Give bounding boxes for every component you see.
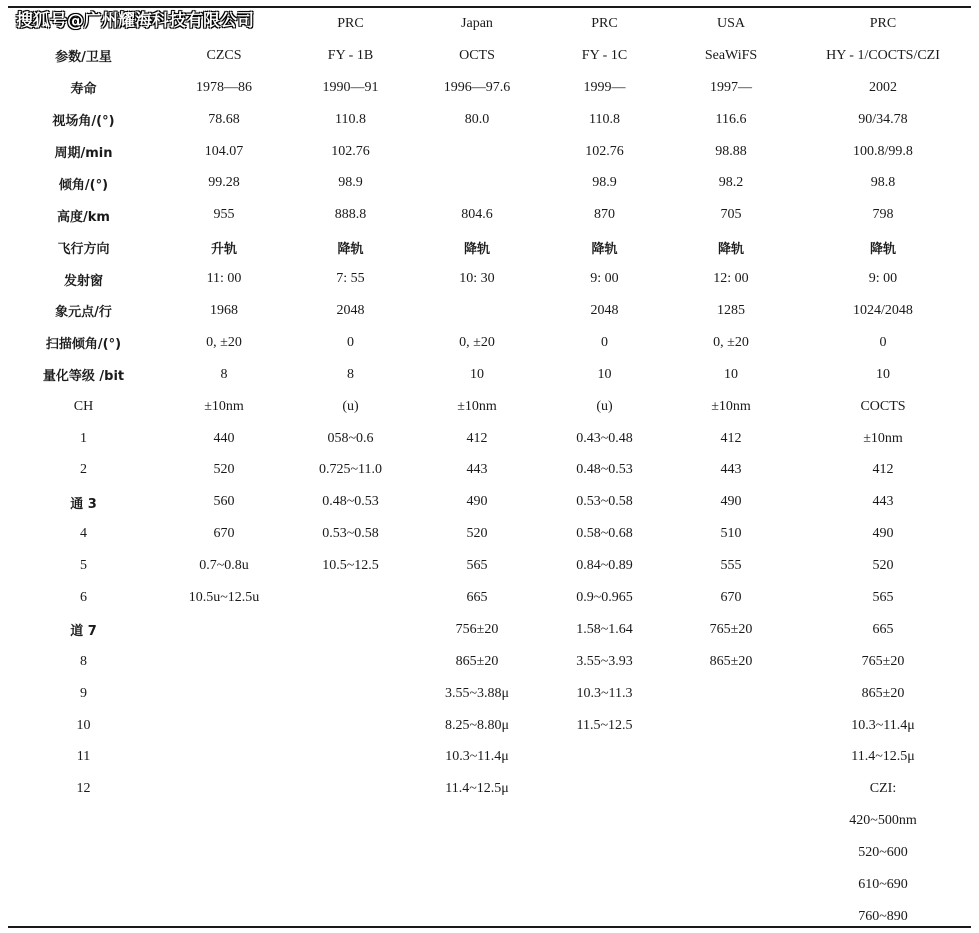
cell: SeaWiFS (704, 47, 758, 63)
table-row (8, 199, 971, 231)
row-label (8, 901, 159, 933)
cell: 490 (720, 494, 742, 510)
cell: 870 (594, 207, 615, 223)
cell: 520 (213, 462, 235, 478)
cell: 610~690 (858, 876, 908, 892)
cell: 100.8/99.8 (853, 143, 913, 159)
cell: 110.8 (335, 111, 366, 127)
cell: 11.4~12.5μ (445, 781, 509, 797)
cell (289, 773, 412, 805)
cell: 0 (879, 334, 887, 350)
table-row (8, 454, 971, 486)
cell: 2002 (869, 79, 897, 95)
row-label: 周期/min (54, 146, 113, 161)
cell: 443 (466, 462, 488, 478)
cell (289, 741, 412, 773)
cell (289, 710, 412, 742)
cell: 0, ±20 (206, 334, 242, 350)
row-label: 2 (80, 462, 87, 478)
cell: COCTS (860, 398, 906, 414)
row-label: 飞行方向 (57, 241, 110, 257)
table-row (8, 391, 971, 423)
watermark-label: 搜狐号@广州耀海科技有限公司 (16, 11, 254, 31)
cell: 804.6 (461, 207, 493, 223)
cell (159, 773, 289, 805)
cell (542, 837, 667, 869)
table-row (8, 773, 971, 805)
cell (289, 678, 412, 710)
header-cell-fy1c: PRC (591, 15, 618, 31)
cell (412, 805, 542, 837)
cell: OCTS (459, 47, 495, 63)
row-label: 倾角/(°) (58, 177, 109, 193)
cell: 8 (220, 366, 228, 382)
cell: 0.58~0.68 (576, 526, 633, 542)
cell: 8.25~8.80μ (444, 717, 510, 733)
cell: 降轨 (869, 241, 896, 257)
cell: 1999— (583, 79, 626, 95)
cell: 0.84~0.89 (576, 558, 633, 574)
cell: 10.3~11.3 (576, 685, 633, 701)
row-label: 12 (76, 781, 91, 797)
cell: 2048 (336, 302, 365, 318)
cell: 0.9~0.965 (576, 589, 633, 605)
cell (289, 837, 412, 869)
cell: 104.07 (204, 143, 244, 159)
cell (289, 869, 412, 901)
cell: 412 (720, 430, 742, 446)
cell: 98.88 (715, 143, 747, 159)
row-label: 高度/km (57, 209, 110, 225)
row-label: 象元点/行 (55, 305, 112, 321)
cell: FY - 1C (581, 47, 628, 63)
cell: 490 (872, 526, 894, 542)
row-label: 5 (80, 558, 87, 574)
cell (542, 901, 667, 933)
cell: 0.48~0.53 (322, 494, 379, 510)
table-row (8, 582, 971, 614)
cell (412, 136, 542, 168)
row-label: 通 3 (70, 496, 97, 512)
cell (159, 805, 289, 837)
cell: 865±20 (861, 685, 905, 701)
cell: 756±20 (455, 621, 499, 637)
cell (289, 901, 412, 933)
row-label: 10 (76, 717, 91, 733)
cell (667, 773, 795, 805)
table-row (8, 40, 971, 72)
cell: 80.0 (464, 111, 490, 127)
cell: 0.48~0.53 (576, 462, 633, 478)
cell: CZI: (869, 781, 897, 797)
row-label: 11 (76, 749, 91, 765)
cell (159, 837, 289, 869)
row-label: 6 (80, 589, 87, 605)
cell: CZCS (206, 47, 242, 63)
cell: 1990—91 (322, 79, 379, 95)
cell: 10.5u~12.5u (188, 589, 260, 605)
row-label (8, 869, 159, 901)
cell: 955 (213, 207, 235, 223)
table-row (8, 231, 971, 263)
cell (412, 167, 542, 199)
cell: 1.58~1.64 (576, 621, 633, 637)
cell: 443 (872, 494, 894, 510)
cell: 0.53~0.58 (322, 526, 379, 542)
table-row (8, 295, 971, 327)
row-label: 8 (80, 653, 87, 669)
row-label: CH (73, 398, 94, 414)
cell: ±10nm (711, 398, 751, 414)
cell: 99.28 (208, 175, 240, 191)
table-row (8, 837, 971, 869)
cell (289, 614, 412, 646)
cell: 降轨 (591, 241, 618, 257)
row-label: 参数/卫星 (55, 50, 112, 66)
cell: 102.76 (331, 143, 370, 159)
cell: 116.6 (715, 111, 747, 127)
cell: 0.7~0.8u (199, 558, 249, 574)
cell: 443 (720, 462, 742, 478)
cell: 78.68 (208, 111, 240, 127)
cell: 1978—86 (196, 79, 252, 95)
cell: 升轨 (210, 241, 237, 257)
cell: 888.8 (334, 207, 367, 223)
cell: 1024/2048 (853, 302, 913, 318)
cell: 670 (213, 526, 235, 542)
cell: 降轨 (463, 241, 490, 257)
table-row (8, 550, 971, 582)
table-row (8, 263, 971, 295)
cell: 670 (720, 589, 742, 605)
cell (412, 869, 542, 901)
row-label (8, 805, 159, 837)
cell: 0.53~0.58 (576, 494, 633, 510)
cell (667, 678, 795, 710)
table-row (8, 901, 971, 933)
row-label: 视场角/(°) (52, 114, 115, 130)
cell (289, 646, 412, 678)
cell: 665 (872, 621, 894, 637)
cell: 9: 00 (590, 271, 619, 287)
cell: 520 (872, 558, 894, 574)
cell: 0 (601, 334, 608, 350)
cell: 10.5~12.5 (322, 558, 379, 574)
cell: 765±20 (709, 621, 753, 637)
cell: 10 (597, 366, 612, 382)
cell (159, 869, 289, 901)
cell: 10 (470, 366, 484, 382)
row-label: 1 (80, 430, 87, 446)
table-row (8, 710, 971, 742)
cell: ±10nm (457, 398, 497, 414)
table-row (8, 136, 971, 168)
cell: 765±20 (861, 653, 905, 669)
table-row (8, 423, 971, 455)
cell: (u) (596, 398, 613, 414)
cell: 11.4~12.5μ (851, 749, 915, 765)
cell: 降轨 (337, 241, 364, 257)
cell: 12: 00 (713, 271, 749, 287)
cell: 1996—97.6 (443, 79, 511, 95)
cell: 11.5~12.5 (576, 717, 633, 733)
cell: 98.2 (718, 175, 744, 191)
cell (667, 805, 795, 837)
satellite-spec-table (8, 8, 971, 933)
table-row (8, 646, 971, 678)
cell (289, 805, 412, 837)
cell (542, 741, 667, 773)
cell: ±10nm (204, 398, 244, 414)
table-row (8, 104, 971, 136)
cell (159, 741, 289, 773)
table-row (8, 327, 971, 359)
table-row (8, 869, 971, 901)
cell (159, 901, 289, 933)
cell: 560 (213, 494, 235, 510)
cell: 2048 (590, 302, 619, 318)
cell: 1285 (717, 302, 745, 318)
cell: 10.3~11.4μ (851, 717, 915, 733)
cell: 665 (466, 589, 488, 605)
table-row (8, 72, 971, 104)
row-label: 发射窗 (63, 273, 103, 289)
header-cell-fy1b: PRC (337, 15, 364, 31)
cell (289, 582, 412, 614)
cell: 0, ±20 (459, 334, 495, 350)
cell: 490 (466, 494, 488, 510)
row-label: 9 (80, 685, 87, 701)
cell (159, 614, 289, 646)
cell: 98.9 (592, 175, 617, 191)
cell: 3.55~3.88μ (444, 685, 510, 701)
cell: 9: 00 (868, 271, 898, 287)
cell: 10: 30 (459, 271, 495, 287)
header-cell-octs: Japan (461, 15, 493, 31)
cell: 10.3~11.4μ (445, 749, 509, 765)
cell (412, 295, 542, 327)
row-label (8, 837, 159, 869)
cell: 102.76 (585, 143, 624, 159)
cell (542, 773, 667, 805)
cell: (u) (342, 398, 359, 414)
cell: 10 (876, 366, 890, 382)
cell (667, 901, 795, 933)
cell: 865±20 (709, 653, 753, 669)
cell: ±10nm (863, 430, 903, 446)
cell: 7: 55 (336, 271, 365, 287)
cell (667, 741, 795, 773)
cell: 11: 00 (206, 271, 242, 287)
cell: 420~500nm (849, 813, 917, 829)
table-row (8, 614, 971, 646)
cell: 510 (720, 526, 742, 542)
cell: 760~890 (858, 908, 908, 924)
cell: 3.55~3.93 (576, 653, 633, 669)
cell (412, 837, 542, 869)
header-cell-hy1: PRC (869, 15, 897, 31)
cell (667, 837, 795, 869)
table-row (8, 486, 971, 518)
cell: 10 (724, 366, 738, 382)
cell (542, 869, 667, 901)
cell: 555 (720, 558, 742, 574)
cell (159, 710, 289, 742)
cell: 1997— (710, 79, 752, 95)
table-row (8, 359, 971, 391)
cell (667, 710, 795, 742)
cell: 0, ±20 (713, 334, 749, 350)
row-label: 扫描倾角/(°) (45, 337, 122, 353)
cell: 412 (872, 462, 894, 478)
cell (159, 678, 289, 710)
cell: 98.9 (338, 175, 363, 191)
cell: 865±20 (455, 653, 499, 669)
cell: 90/34.78 (858, 111, 908, 127)
cell: 565 (872, 589, 894, 605)
cell (542, 805, 667, 837)
cell: 降轨 (717, 241, 744, 257)
cell: 8 (347, 366, 354, 382)
cell: 110.8 (589, 111, 620, 127)
cell: FY - 1B (327, 47, 374, 63)
cell: 1968 (210, 302, 238, 318)
cell (412, 901, 542, 933)
cell: 798 (872, 207, 894, 223)
cell: 520~600 (858, 845, 908, 861)
table-row (8, 805, 971, 837)
row-label: 量化等级 /bit (42, 369, 125, 385)
cell (667, 869, 795, 901)
cell: 98.8 (870, 175, 896, 191)
cell: HY - 1/COCTS/CZI (826, 47, 940, 63)
bottom-rule (8, 926, 971, 928)
table-row (8, 167, 971, 199)
row-label: 寿命 (70, 82, 97, 98)
header-cell-seawifs: USA (716, 15, 745, 31)
cell: 058~0.6 (327, 430, 374, 446)
table-row (8, 741, 971, 773)
cell: 520 (466, 526, 488, 542)
cell: 705 (720, 207, 742, 223)
row-label: 4 (80, 526, 87, 542)
cell: 0.43~0.48 (576, 430, 633, 446)
cell (159, 646, 289, 678)
cell: 565 (466, 558, 488, 574)
cell: 0 (347, 334, 354, 350)
table-row (8, 678, 971, 710)
cell: 412 (466, 430, 488, 446)
cell: 0.725~11.0 (318, 462, 383, 478)
cell: 440 (213, 430, 235, 446)
row-label: 道 7 (70, 624, 97, 640)
table-row (8, 518, 971, 550)
